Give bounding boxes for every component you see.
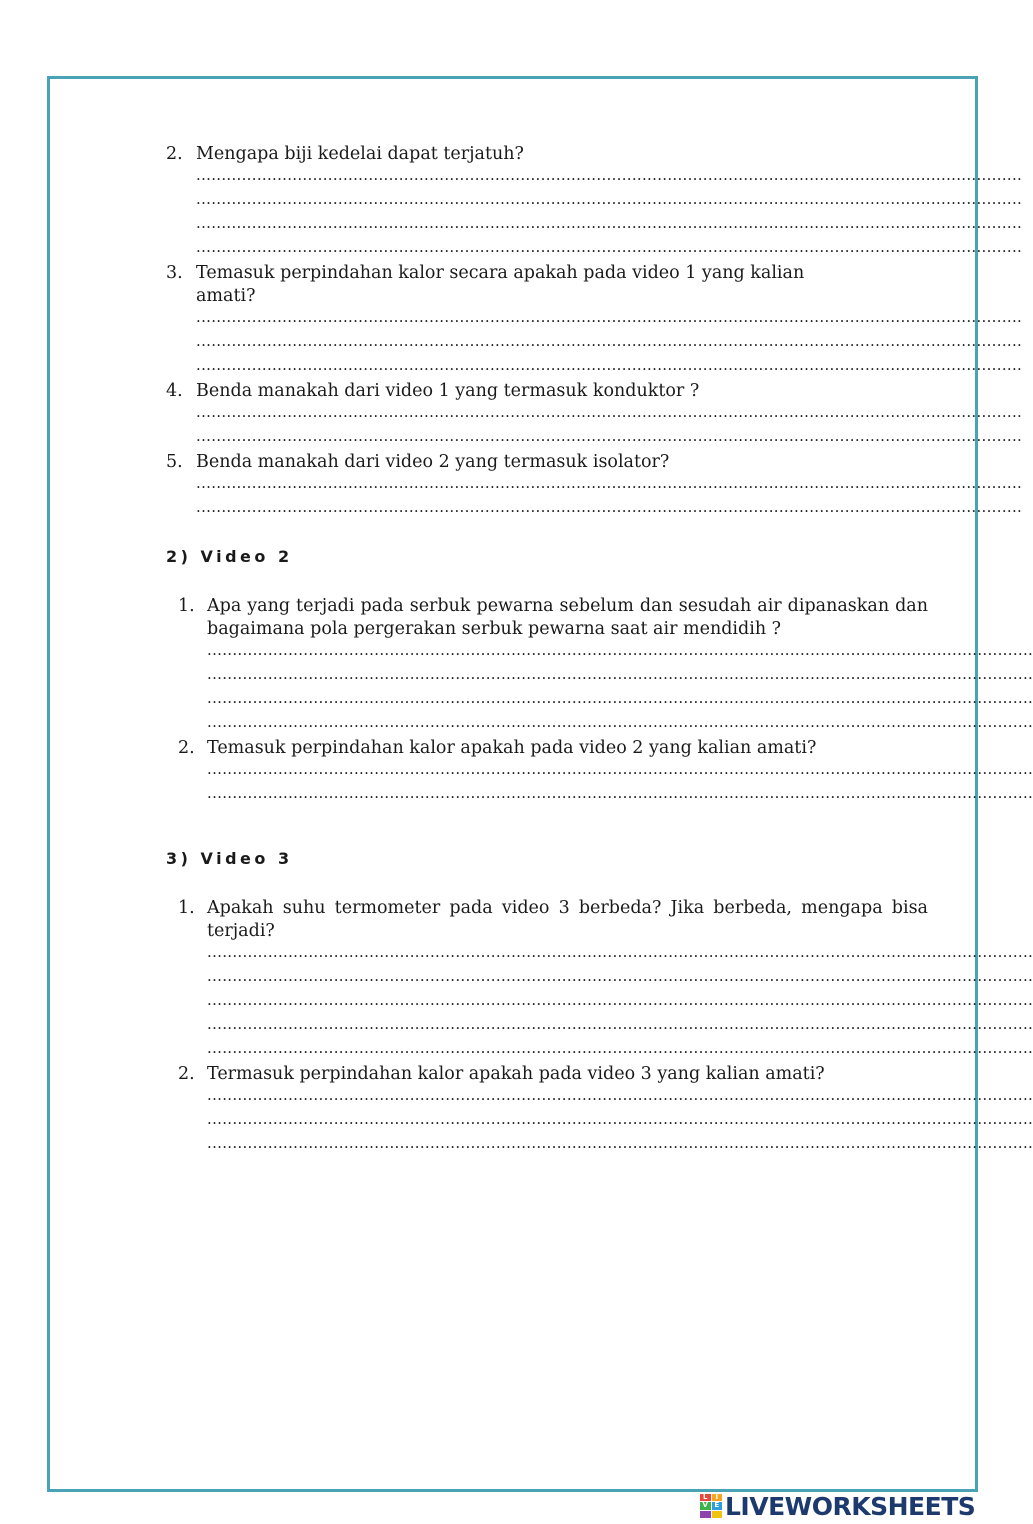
answer-dot-line[interactable]: ................................................................................................................................................................... (196, 474, 1023, 492)
question-text: Temasuk perpindahan kalor secara apakah pada video 1 yang kalian amati? (196, 263, 805, 306)
liveworksheets-logo (700, 1491, 996, 1521)
answer-dot-line[interactable]: ................................................................................................................................................................... (207, 991, 1033, 1009)
question-s1-3 (166, 262, 1023, 380)
question-s1-4 (166, 380, 1023, 451)
answer-dot-line[interactable]: ................................................................................................................................................................... (196, 427, 1023, 445)
logo-mark-icon: L I V E (700, 1494, 722, 1518)
answer-dot-line[interactable]: ................................................................................................................................................................... (196, 214, 1023, 232)
question-number: 1. (178, 596, 195, 616)
question-number: 2. (166, 144, 183, 164)
question-s1-2 (166, 143, 1023, 262)
answer-dot-line[interactable]: ................................................................................................................................................................... (207, 1039, 1033, 1057)
question-text: Benda manakah dari video 1 yang termasuk konduktor ? (196, 381, 700, 401)
answer-dot-line[interactable]: ................................................................................................................................................................... (196, 190, 1023, 208)
section3-questions (178, 897, 1033, 1158)
answer-lines[interactable] (207, 943, 1033, 1063)
answer-dot-line[interactable]: ................................................................................................................................................................... (207, 1110, 1033, 1128)
question-text: Termasuk perpindahan kalor apakah pada video 3 yang kalian amati? (207, 1064, 825, 1084)
question-number: 1. (178, 898, 195, 918)
section2-questions (178, 595, 1033, 808)
question-text: Mengapa biji kedelai dapat terjatuh? (196, 144, 524, 164)
answer-lines[interactable] (207, 641, 1033, 737)
section-heading-video-3: 3) Video 3 (166, 849, 293, 868)
answer-dot-line[interactable]: ................................................................................................................................................................... (207, 713, 1033, 731)
answer-dot-line[interactable]: ................................................................................................................................................................... (207, 760, 1033, 778)
answer-lines[interactable] (196, 308, 1023, 380)
question-s1-5 (166, 451, 1023, 522)
answer-lines[interactable] (196, 166, 1023, 262)
answer-dot-line[interactable]: ................................................................................................................................................................... (196, 238, 1023, 256)
question-s2-2 (178, 737, 1033, 808)
question-number: 5. (166, 452, 183, 472)
answer-dot-line[interactable]: ................................................................................................................................................................... (207, 641, 1033, 659)
question-number: 2. (178, 738, 195, 758)
question-text: Apa yang terjadi pada serbuk pewarna sebelum dan sesudah air dipanaskan dan bagaimana pola pergerakan serbuk pewarna saat air mendidih ? (207, 596, 928, 639)
answer-dot-line[interactable]: ................................................................................................................................................................... (196, 332, 1023, 350)
answer-dot-line[interactable]: ................................................................................................................................................................... (207, 943, 1033, 961)
question-number: 2. (178, 1064, 195, 1084)
answer-dot-line[interactable]: ................................................................................................................................................................... (207, 1134, 1033, 1152)
answer-dot-line[interactable]: ................................................................................................................................................................... (196, 403, 1023, 421)
answer-lines[interactable] (196, 403, 1023, 451)
answer-dot-line[interactable]: ................................................................................................................................................................... (207, 689, 1033, 707)
answer-dot-line[interactable]: ................................................................................................................................................................... (196, 498, 1023, 516)
answer-dot-line[interactable]: ................................................................................................................................................................... (207, 1086, 1033, 1104)
answer-dot-line[interactable]: ................................................................................................................................................................... (196, 356, 1023, 374)
section1-questions (166, 143, 1023, 522)
question-text: Temasuk perpindahan kalor apakah pada video 2 yang kalian amati? (207, 738, 817, 758)
question-s2-1 (178, 595, 1033, 737)
answer-dot-line[interactable]: ................................................................................................................................................................... (196, 308, 1023, 326)
question-number: 4. (166, 381, 183, 401)
section-heading-video-2: 2) Video 2 (166, 547, 293, 566)
logo-text: LIVEWORKSHEETS (725, 1491, 976, 1521)
answer-lines[interactable] (196, 474, 1023, 522)
question-text: Benda manakah dari video 2 yang termasuk isolator? (196, 452, 670, 472)
answer-lines[interactable] (207, 1086, 1033, 1158)
question-s3-2 (178, 1063, 1033, 1158)
answer-dot-line[interactable]: ................................................................................................................................................................... (207, 967, 1033, 985)
answer-dot-line[interactable]: ................................................................................................................................................................... (207, 784, 1033, 802)
question-number: 3. (166, 263, 183, 283)
answer-dot-line[interactable]: ................................................................................................................................................................... (196, 166, 1023, 184)
answer-dot-line[interactable]: ................................................................................................................................................................... (207, 665, 1033, 683)
answer-dot-line[interactable]: ................................................................................................................................................................... (207, 1015, 1033, 1033)
question-s3-1 (178, 897, 1033, 1063)
question-text: Apakah suhu termometer pada video 3 berbeda? Jika berbeda, mengapa bisa terjadi? (207, 898, 928, 941)
answer-lines[interactable] (207, 760, 1033, 808)
